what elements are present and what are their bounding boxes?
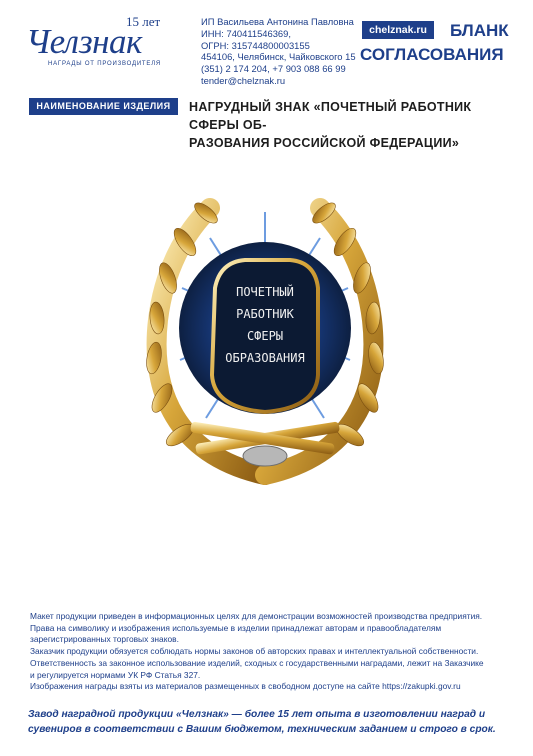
- svg-text:РАБОТНИК: РАБОТНИК: [236, 307, 294, 321]
- contact-phones: (351) 2 174 204, +7 903 088 66 99: [201, 63, 346, 75]
- svg-text:ПОЧЕТНЫЙ: ПОЧЕТНЫЙ: [236, 285, 294, 299]
- disclaimer-line: и регулируется нормами УК РФ Статья 327.: [30, 669, 201, 680]
- company-logo: [26, 14, 176, 74]
- logo-name: Челзнак: [26, 22, 142, 61]
- contact-ogrn: ОГРН: 315744800003155: [201, 39, 310, 51]
- logo-anniversary: 15 лет: [126, 14, 161, 29]
- document-title-line1: БЛАНК: [450, 21, 509, 40]
- document-title-line2: СОГЛАСОВАНИЯ: [360, 45, 504, 64]
- contact-company: ИП Васильева Антонина Павловна: [201, 16, 354, 27]
- contact-address: 454106, Челябинск, Чайковского 15: [201, 51, 356, 63]
- disclaimer-line: Заказчик продукции обязуется соблюдать нормы законов об авторских правах и интеллектуальной собственности.: [30, 646, 479, 657]
- contact-inn: ИНН: 740411546369,: [201, 27, 291, 39]
- disclaimer-line: Изображения награды взяты из материалов размещенных в свободном доступе на сайте https://zakupki.gov.ru: [30, 681, 461, 692]
- disclaimer-line: зарегистрированных торговых знаков.: [30, 634, 179, 645]
- disclaimer-line: Макет продукции приведен в информационных целях для демонстрации возможностей производства предприятия.: [30, 611, 483, 621]
- footer-line2: сувениров в соответствии с Вашим бюджетом, техническим заданием и строго в срок.: [28, 724, 496, 735]
- disclaimer-line: Ответственность за законное использование изделий, сходных с государственными наградами, лежит на Заказчике: [30, 657, 484, 668]
- contact-email[interactable]: tender@chelznak.ru: [201, 74, 286, 86]
- product-name: [189, 98, 514, 152]
- footer-slogan: [28, 707, 508, 737]
- document-title: [360, 19, 520, 67]
- logo-tagline: НАГРАДЫ ОТ ПРОИЗВОДИТЕЛЯ: [48, 61, 162, 67]
- badge-image: [140, 150, 390, 500]
- product-name-label: НАИМЕНОВАНИЕ ИЗДЕЛИЯ: [29, 98, 178, 115]
- footer-line1: Завод наградной продукции «Челзнак» — более 15 лет опыта в изготовлении наград и: [28, 709, 486, 720]
- svg-text:СФЕРЫ: СФЕРЫ: [246, 329, 284, 343]
- product-name-line2: РАЗОВАНИЯ РОССИЙСКОЙ ФЕДЕРАЦИИ»: [189, 136, 460, 150]
- contact-info: [201, 16, 356, 87]
- product-name-line1: НАГРУДНЫЙ ЗНАК «ПОЧЕТНЫЙ РАБОТНИК СФЕРЫ ОБ-: [189, 100, 472, 132]
- disclaimer-line: Права на символику и изображения используемые в изделии принадлежат авторам и правообладателям: [30, 622, 442, 633]
- disclaimer: [30, 611, 510, 693]
- site-link[interactable]: chelznak.ru: [362, 21, 434, 39]
- svg-text:ОБРАЗОВАНИЯ: ОБРАЗОВАНИЯ: [225, 351, 305, 365]
